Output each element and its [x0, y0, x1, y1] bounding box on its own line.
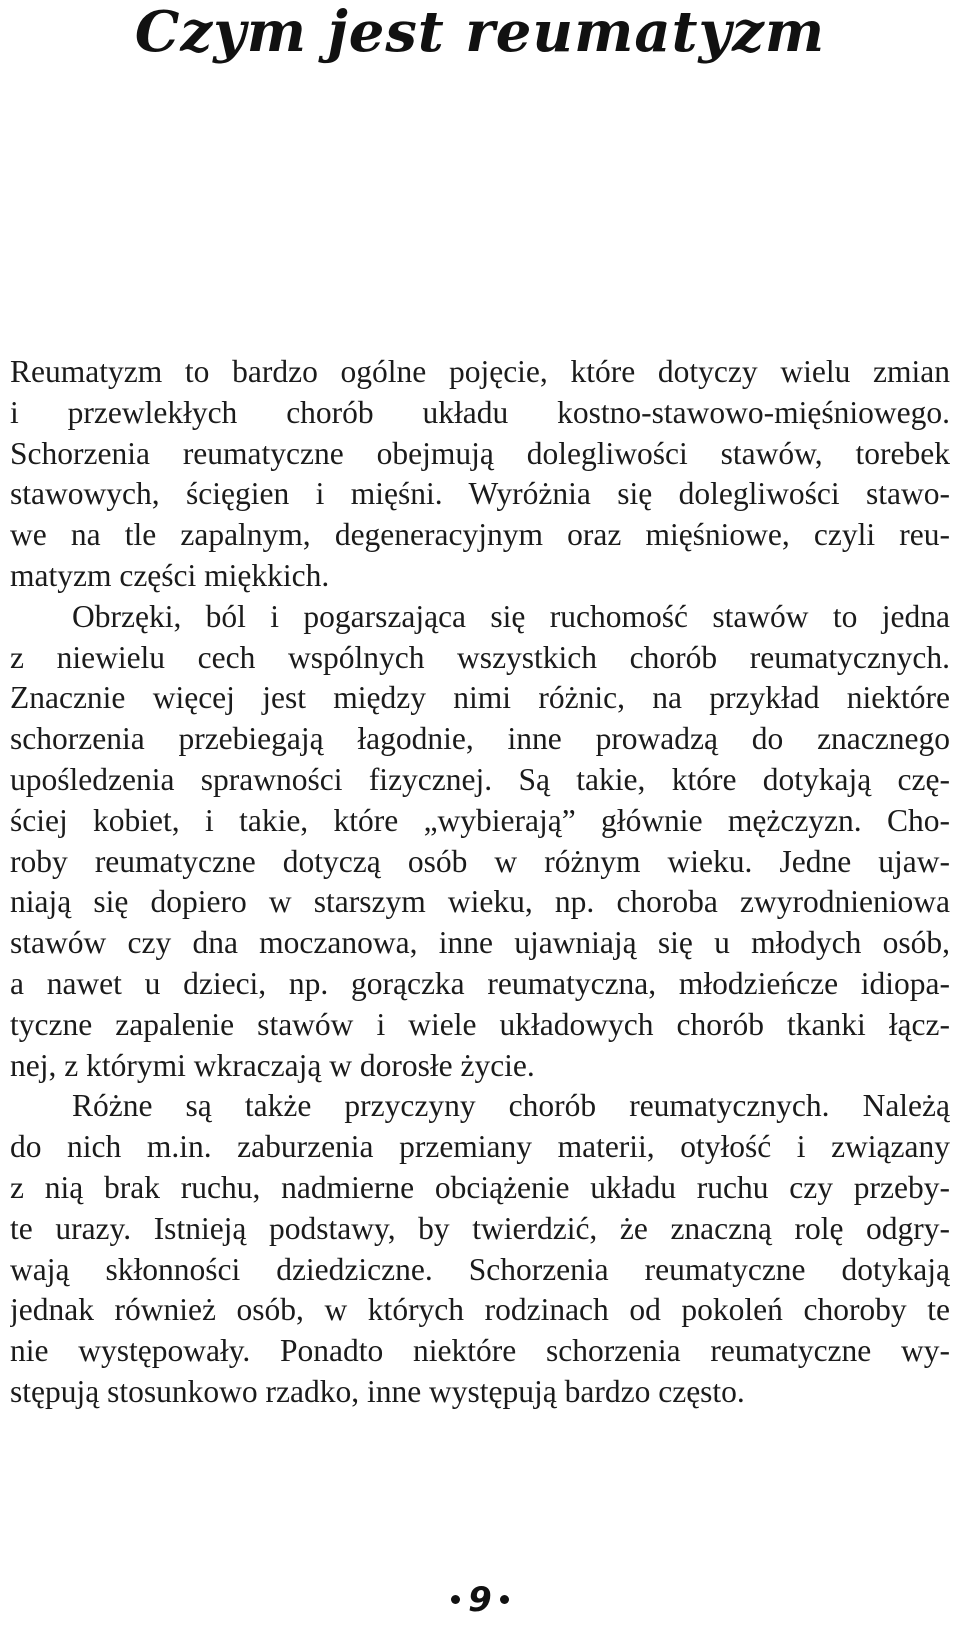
text-line: do nich m.in. zaburzenia przemiany materii, otyłość i związany [10, 1129, 950, 1165]
text-line: stępują stosunkowo rzadko, inne występują bardzo często. [10, 1373, 745, 1409]
text-line: schorzenia przebiegają łagodnie, inne prowadzą do znacznego [10, 721, 950, 757]
text-line: Schorzenia reumatyczne obejmują dolegliwości stawów, torebek [10, 435, 950, 471]
text-line: tyczne zapalenie stawów i wiele układowych chorób tkanki łącz- [10, 1006, 950, 1042]
text-line: ściej kobiet, i takie, które „wybierają” głównie mężczyzn. Cho- [10, 802, 950, 838]
bullet-dot-icon [500, 1595, 509, 1604]
text-line: wają skłonności dziedziczne. Schorzenia reumatyczne dotykają [10, 1251, 950, 1287]
text-line: a nawet u dzieci, np. gorączka reumatyczna, młodzieńcze idiopa- [10, 965, 950, 1001]
text-line: z nią brak ruchu, nadmierne obciążenie układu ruchu czy przeby- [10, 1169, 950, 1205]
text-line: Obrzęki, ból i pogarszająca się ruchomość stawów to jedna [72, 598, 950, 634]
text-line: we na tle zapalnym, degeneracyjnym oraz mięśniowe, czyli reu- [10, 517, 950, 553]
paragraph [10, 352, 950, 597]
body-text [10, 352, 950, 1413]
text-line: i przewlekłych chorób układu kostno-stawowo-mięśniowego. [10, 394, 950, 430]
text-line: Znacznie więcej jest między nimi różnic, na przykład niektóre [10, 680, 950, 716]
bullet-dot-icon [451, 1595, 460, 1604]
paragraph [10, 597, 950, 1087]
text-line: upośledzenia sprawności fizycznej. Są takie, które dotykają czę- [10, 761, 950, 797]
text-line: jednak również osób, w których rodzinach od pokoleń choroby te [10, 1292, 950, 1328]
text-line: nej, z którymi wkraczają w dorosłe życie. [10, 1047, 535, 1083]
paragraph [10, 1086, 950, 1412]
text-line: te urazy. Istnieją podstawy, by twierdzić, że znaczną rolę odgry- [10, 1210, 950, 1246]
text-line: roby reumatyczne dotyczą osób w różnym wieku. Jedne ujaw- [10, 843, 950, 879]
text-line: nie występowały. Ponadto niektóre schorzenia reumatyczne wy- [10, 1333, 950, 1369]
text-line: niają się dopiero w starszym wieku, np. choroba zwyrodnieniowa [10, 884, 950, 920]
text-line: matyzm części miękkich. [10, 557, 330, 593]
text-line: stawów czy dna moczanowa, inne ujawniają się u młodych osób, [10, 925, 950, 961]
text-line: z niewielu cech wspólnych wszystkich chorób reumatycznych. [10, 639, 950, 675]
page-number-footer [0, 1580, 960, 1620]
page-number: 9 [468, 1580, 492, 1620]
text-line: stawowych, ścięgien i mięśni. Wyróżnia się dolegliwości stawo- [10, 476, 950, 512]
text-line: Różne są także przyczyny chorób reumatycznych. Należą [72, 1088, 950, 1124]
text-line: Reumatyzm to bardzo ogólne pojęcie, które dotyczy wielu zmian [10, 354, 950, 389]
chapter-title: Czym jest reumatyzm [134, 0, 826, 65]
